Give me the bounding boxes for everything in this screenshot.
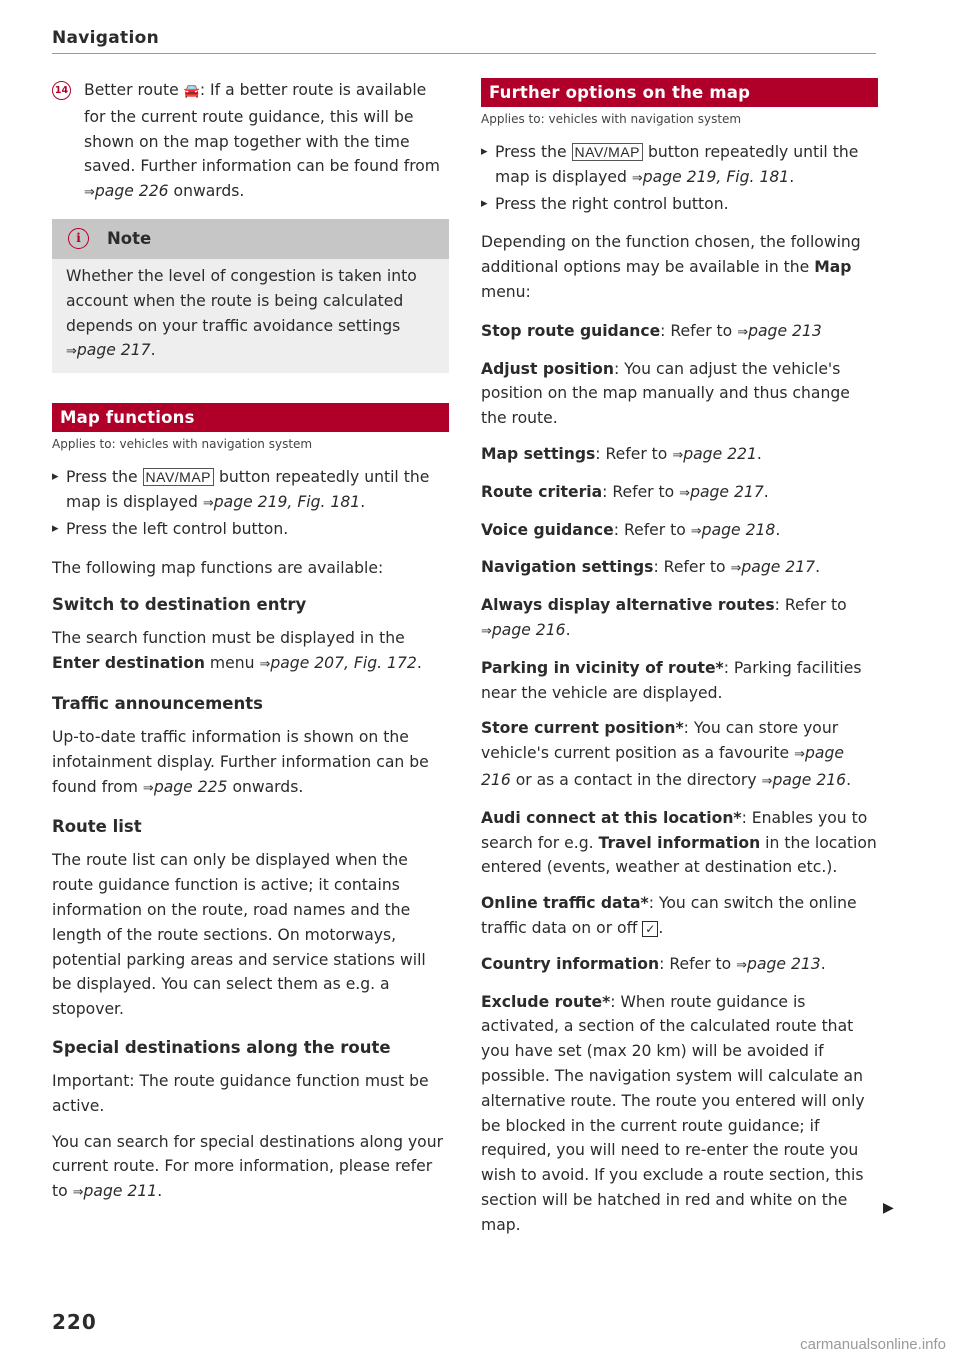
option-route-criteria: Route criteria: Refer to ⇒page 217. xyxy=(481,482,769,501)
ref-link[interactable]: ⇒page 207, Fig. 172 xyxy=(259,654,417,673)
special-destinations-text-2: You can search for special destinations along your current route. For more information, please refer to ⇒page 211. xyxy=(52,1132,444,1201)
better-route-term: Better route xyxy=(84,81,179,99)
option-always-display-alternative-routes: Always display alternative routes: Refer to ⇒page 216. xyxy=(481,596,847,639)
special-destinations-heading: Special destinations along the route xyxy=(52,1037,391,1057)
note-title: Note xyxy=(107,229,152,249)
route-list-text: The route list can only be displayed when the route guidance function is active; it contains information on the route, road names and the length of the route sections. On motorways, potential parking areas and service stations will be displayed. You can select them as e.g. a stopover. xyxy=(52,851,426,1019)
ref-arrow-icon: ⇒ xyxy=(679,485,691,501)
ref-link[interactable]: ⇒page 213 xyxy=(736,954,821,973)
ref-link[interactable]: ⇒page 226 xyxy=(84,182,169,201)
ref-arrow-icon: ⇒ xyxy=(142,780,154,796)
ref-arrow-icon: ⇒ xyxy=(761,773,773,789)
nav-map-key: NAV/MAP xyxy=(143,468,214,486)
ref-link[interactable]: ⇒page 221 xyxy=(672,444,757,463)
ref-link[interactable]: ⇒page 216 xyxy=(481,620,566,639)
traffic-jam-icon: 🚘 xyxy=(183,84,200,99)
ref-link[interactable]: ⇒page 217 xyxy=(66,341,151,360)
ref-arrow-icon: ⇒ xyxy=(66,344,77,360)
watermark: carmanualsonline.info xyxy=(800,1336,946,1353)
option-store-current-position: Store current position*: You can store your vehicle's current position as a favourite ⇒page 216 or as a contact in the directory ⇒page 216. xyxy=(481,719,852,789)
step-item: ▸ Press the NAV/MAP button repeatedly until the map is displayed ⇒page 219, Fig. 181. xyxy=(52,465,449,517)
option-adjust-position: Adjust position: You can adjust the vehicle's position on the map manually and thus change the route. xyxy=(481,359,850,428)
switch-destination-heading: Switch to destination entry xyxy=(52,595,307,615)
note-header xyxy=(52,219,449,259)
ref-link[interactable]: ⇒page 219, Fig. 181 xyxy=(202,492,361,511)
option-exclude-route: Exclude route*: When route guidance is activated, a section of the calculated route that you have set (max 20 km) will be avoided if possible. The navigation system will calculate an alternative route. The route you entered will only be blocked in the current route guidance; if required, you will need to re-enter the route you wish to avoid. If you exclude a route section, this section will be hatched in red and white on the map. xyxy=(481,992,865,1234)
further-options-intro: Depending on the function chosen, the following additional options may be available in the Map menu: xyxy=(481,233,861,301)
ref-arrow-icon: ⇒ xyxy=(794,747,805,763)
switch-destination-text: The search function must be displayed in the Enter destination menu ⇒page 207, Fig. 172. xyxy=(52,629,422,673)
ref-arrow-icon: ⇒ xyxy=(72,1185,84,1201)
option-navigation-settings: Navigation settings: Refer to ⇒page 217. xyxy=(481,558,821,577)
note-text: Whether the level of congestion is taken into account when the route is being calculated depends on your traffic avoidance settings ⇒page 217. xyxy=(66,266,417,360)
map-functions-intro: The following map functions are available: xyxy=(52,558,384,577)
page-number: 220 xyxy=(52,1310,97,1334)
ref-arrow-icon: ⇒ xyxy=(481,623,492,639)
step-item: ▸ Press the right control button. xyxy=(481,192,878,217)
step-item: ▸ Press the left control button. xyxy=(52,517,449,542)
applies-to: Applies to: vehicles with navigation system xyxy=(52,437,313,452)
info-icon: i xyxy=(68,228,89,249)
traffic-announcements-heading: Traffic announcements xyxy=(52,693,263,713)
checkbox-checked-icon: ✓ xyxy=(642,921,658,937)
ref-arrow-icon: ⇒ xyxy=(737,324,749,340)
option-online-traffic-data: Online traffic data*: You can switch the online traffic data on or off ✓ . xyxy=(481,894,857,937)
step-item: ▸ Press the NAV/MAP button repeatedly until the map is displayed ⇒page 219, Fig. 181. xyxy=(481,140,878,192)
option-map-settings: Map settings: Refer to ⇒page 221. xyxy=(481,444,762,463)
ref-arrow-icon: ⇒ xyxy=(690,523,702,539)
ref-link[interactable]: ⇒page 216 xyxy=(481,744,844,789)
better-route-callout: 14 Better route 🚘: If a better route is available for the current route guidance, this will be shown on the map together with the time saved. Further information can be found from ⇒page 226 onwards. xyxy=(52,78,449,206)
ref-arrow-icon: ⇒ xyxy=(672,447,684,463)
ref-link[interactable]: ⇒page 218 xyxy=(690,520,776,539)
ref-arrow-icon: ⇒ xyxy=(259,657,271,673)
ref-arrow-icon: ⇒ xyxy=(202,495,214,511)
applies-to: Applies to: vehicles with navigation system xyxy=(481,112,742,126)
option-stop-route-guidance: Stop route guidance: Refer to ⇒page 213 xyxy=(481,321,822,340)
ref-arrow-icon: ⇒ xyxy=(730,561,742,577)
note-box xyxy=(52,219,449,373)
further-options-steps xyxy=(481,140,878,216)
route-list-heading: Route list xyxy=(52,817,142,837)
map-functions-heading: Map functions xyxy=(52,403,449,432)
ref-link[interactable]: ⇒page 213 xyxy=(737,321,822,340)
ref-link[interactable]: ⇒page 211 xyxy=(72,1182,158,1201)
ref-link[interactable]: ⇒page 217 xyxy=(730,558,816,577)
traffic-announcements-text: Up-to-date traffic information is shown on the infotainment display. Further information can be found from ⇒page 225 onwards. xyxy=(52,727,429,796)
better-route-text: : If a better route is available for the current route guidance, this will be shown on the map together with the time saved. Further information can be found from xyxy=(84,81,440,176)
ref-arrow-icon: ⇒ xyxy=(84,185,95,201)
ref-link[interactable]: ⇒page 216 xyxy=(761,770,847,789)
map-functions-steps xyxy=(52,465,449,541)
option-voice-guidance: Voice guidance: Refer to ⇒page 218. xyxy=(481,520,781,539)
nav-map-key: NAV/MAP xyxy=(572,143,643,161)
continued-arrow-icon: ▶ xyxy=(883,1200,894,1216)
ref-arrow-icon: ⇒ xyxy=(736,957,748,973)
option-country-information: Country information: Refer to ⇒page 213. xyxy=(481,954,826,973)
ref-arrow-icon: ⇒ xyxy=(631,170,643,186)
ref-link[interactable]: ⇒page 225 xyxy=(142,777,228,796)
section-title: Navigation xyxy=(52,28,159,48)
further-options-heading: Further options on the map xyxy=(481,78,878,107)
left-column xyxy=(52,78,449,1206)
option-audi-connect: Audi connect at this location*: Enables you to search for e.g. Travel information in the location entered (events, weather at destination etc.). xyxy=(481,808,877,877)
option-parking-in-vicinity: Parking in vicinity of route*: Parking facilities near the vehicle are displayed. xyxy=(481,658,862,702)
special-destinations-text-1: Important: The route guidance function must be active. xyxy=(52,1071,429,1115)
right-column xyxy=(481,78,878,1237)
callout-number-marker: 14 xyxy=(52,81,71,100)
ref-link[interactable]: ⇒page 217 xyxy=(679,482,764,501)
title-rule xyxy=(52,53,876,54)
ref-link[interactable]: ⇒page 219, Fig. 181 xyxy=(631,167,790,186)
